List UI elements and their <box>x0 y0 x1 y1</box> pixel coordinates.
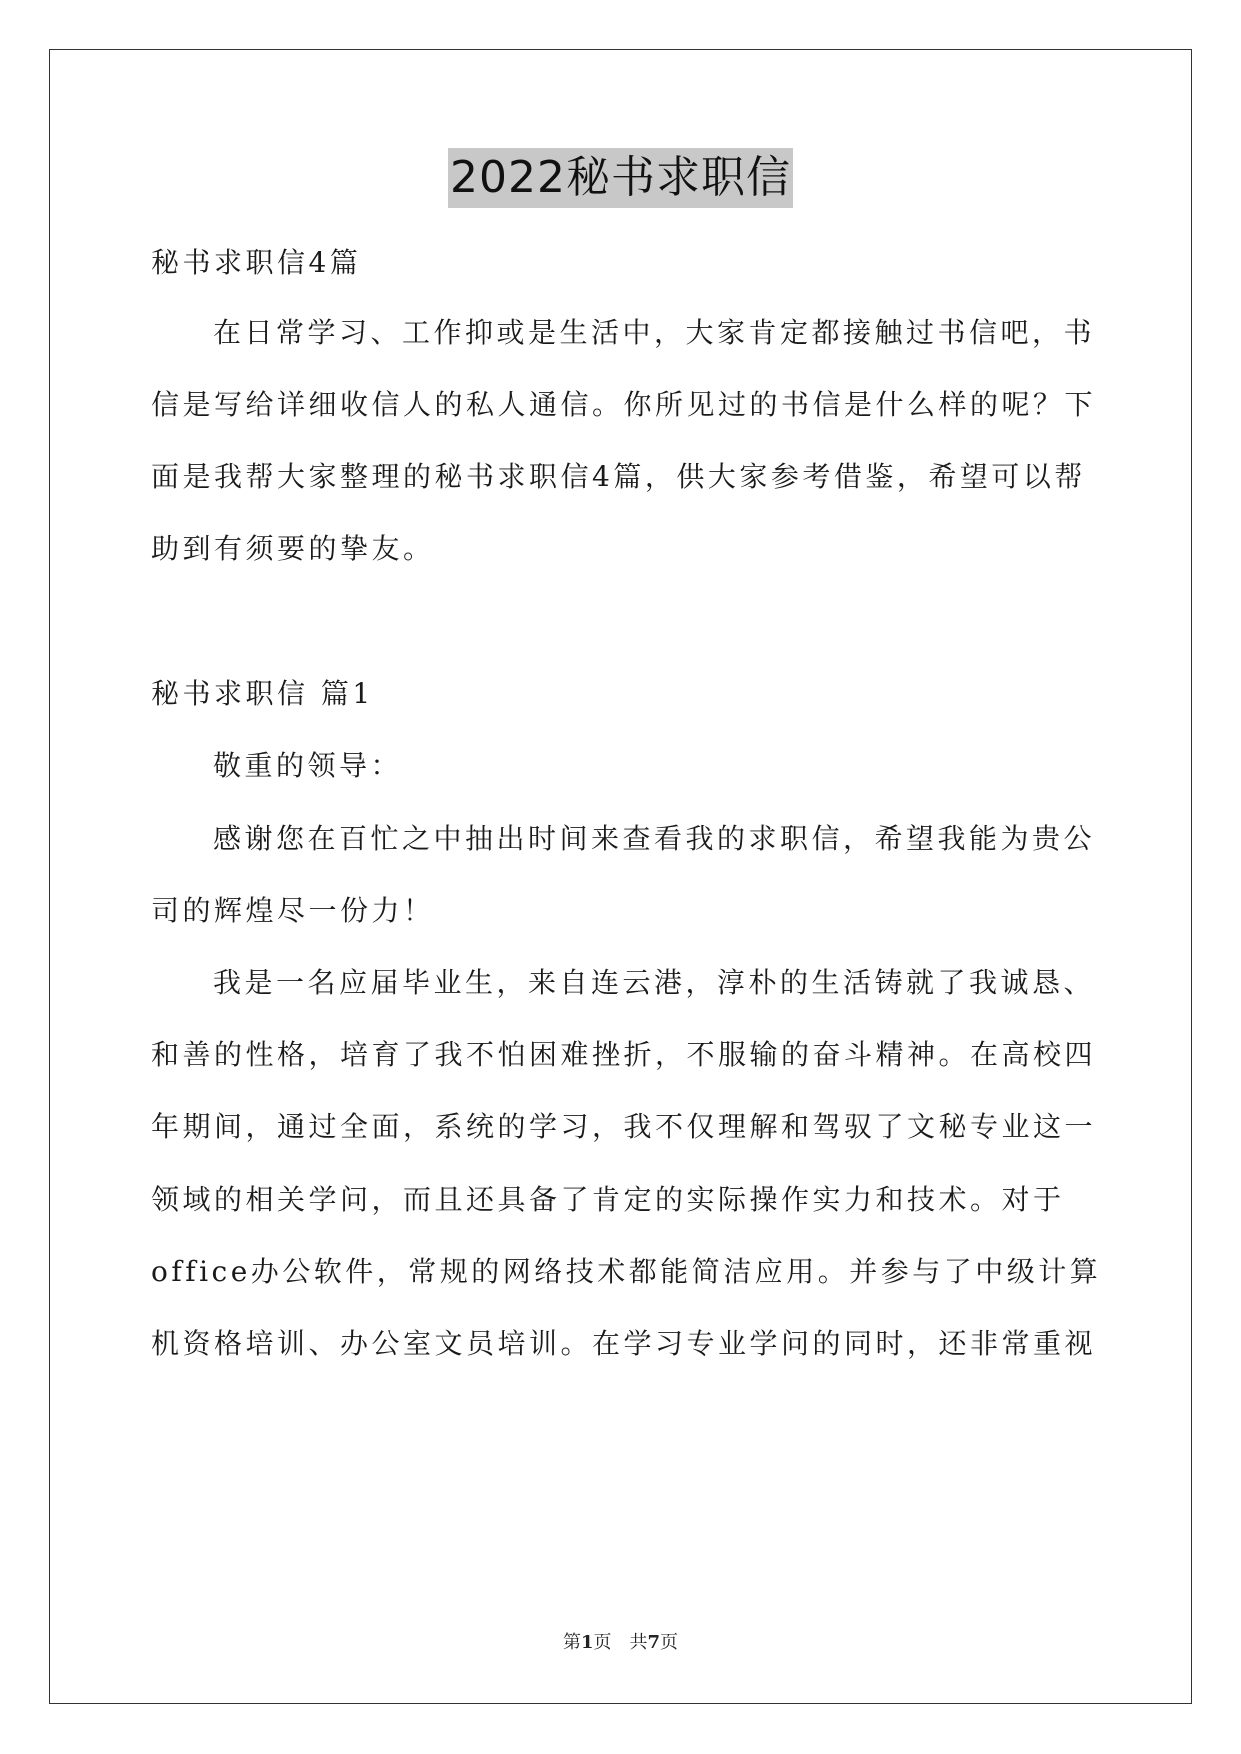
paragraph-line: office办公软件，常规的网络技术都能简洁应用。并参与了中级计算 <box>151 1255 1102 1288</box>
page-border <box>49 49 1192 1704</box>
intro-line: 在日常学习、工作抑或是生活中，大家肯定都接触过书信吧，书 <box>213 316 1096 349</box>
paragraph-line: 司的辉煌尽一份力！ <box>151 894 435 927</box>
paragraph-line: 领域的相关学问，而且还具备了肯定的实际操作实力和技术。对于 <box>151 1183 1065 1216</box>
paragraph-line: 年期间，通过全面，系统的学习，我不仅理解和驾驭了文秘专业这一 <box>151 1110 1097 1143</box>
document-title: 2022秘书求职信 <box>448 148 793 208</box>
section-heading: 秘书求职信 篇1 <box>151 677 374 710</box>
page-footer <box>0 1628 1241 1654</box>
intro-line: 面是我帮大家整理的秘书求职信4篇，供大家参考借鉴，希望可以帮 <box>151 460 1086 493</box>
intro-line: 信是写给详细收信人的私人通信。你所见过的书信是什么样的呢？下 <box>151 388 1097 421</box>
paragraph-line: 机资格培训、办公室文员培训。在学习专业学问的同时，还非常重视 <box>151 1327 1097 1360</box>
footer-suffix: 页 <box>660 1632 679 1653</box>
paragraph-line: 我是一名应届毕业生，来自连云港，淳朴的生活铸就了我诚恳、 <box>213 966 1096 999</box>
footer-total-pages: 7 <box>647 1632 661 1653</box>
document-subtitle: 秘书求职信4篇 <box>151 246 362 279</box>
intro-line: 助到有须要的挚友。 <box>151 532 435 565</box>
paragraph-line: 和善的性格，培育了我不怕困难挫折，不服输的奋斗精神。在高校四 <box>151 1038 1097 1071</box>
paragraph-line: 感谢您在百忙之中抽出时间来查看我的求职信，希望我能为贵公 <box>213 822 1096 855</box>
footer-page-number: 1 <box>580 1632 594 1653</box>
title-container <box>0 148 1241 208</box>
footer-prefix: 第 <box>562 1632 581 1653</box>
greeting: 敬重的领导： <box>213 749 403 782</box>
footer-mid: 页 共 <box>593 1632 648 1653</box>
